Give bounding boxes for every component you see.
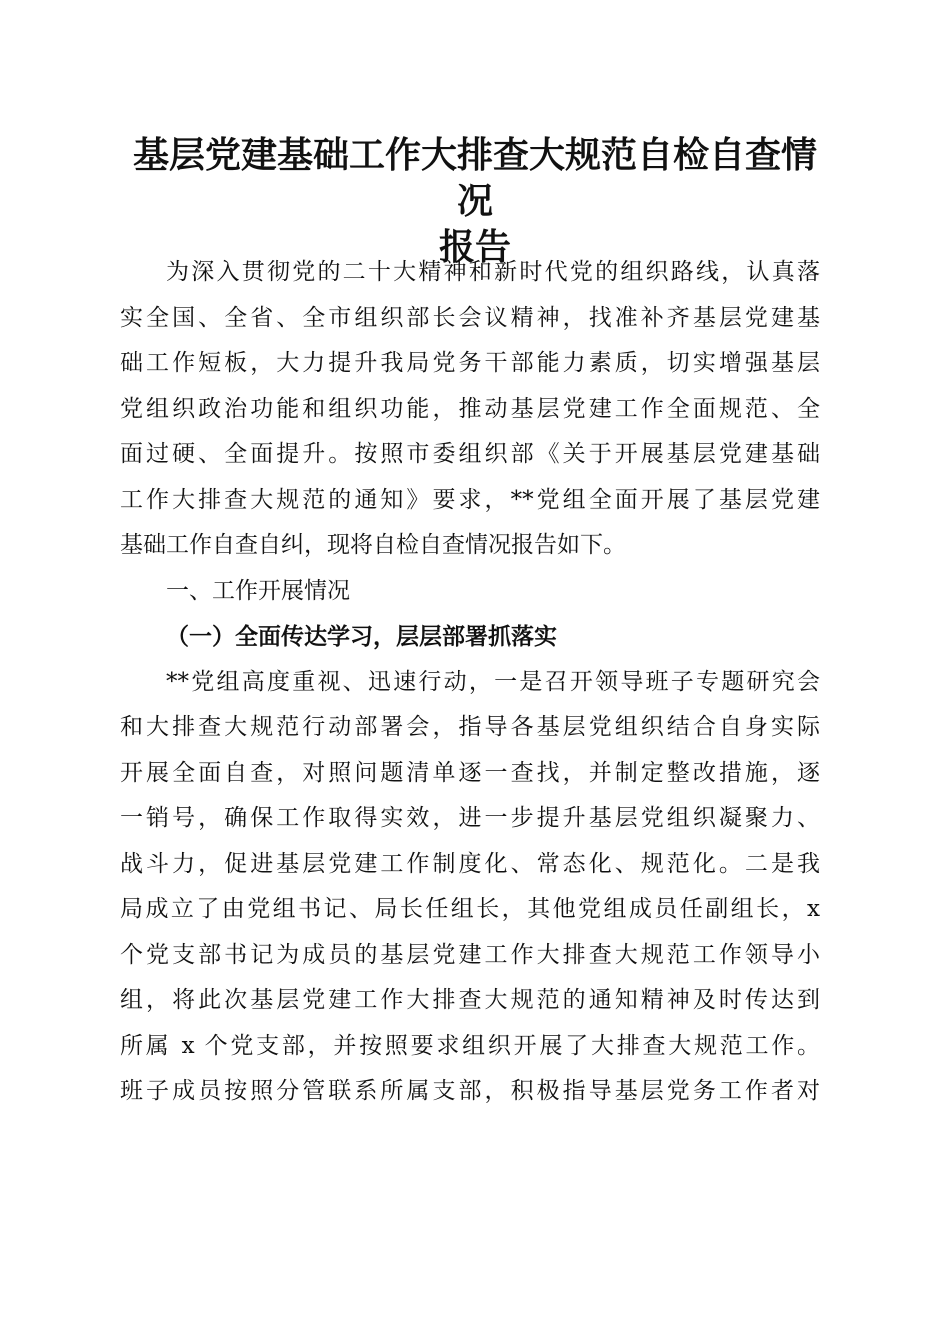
title-line-2: 报告 (438, 226, 511, 268)
intro-paragraph-line: 工作大排查大规范的通知》要求，**党组全面开展了基层党建 (120, 486, 820, 513)
body-paragraph-line: 个党支部书记为成员的基层党建工作大排查大规范工作领导小 (120, 941, 820, 968)
intro-paragraph-line: 基础工作自查自纠，现将自检自查情况报告如下。 (120, 532, 626, 558)
subsection-heading: （一）全面传达学习，层层部署抓落实 (166, 623, 557, 650)
body-paragraph-line: 所属 x 个党支部，并按照要求组织开展了大排查大规范工作。 (120, 1032, 820, 1059)
body-paragraph-line: **党组高度重视、迅速行动，一是召开领导班子专题研究会 (166, 668, 820, 695)
intro-paragraph-line: 党组织政治功能和组织功能，推动基层党建工作全面规范、全 (120, 395, 820, 422)
body-paragraph-line: 开展全面自查，对照问题清单逐一查找，并制定整改措施，逐 (120, 759, 820, 786)
body-paragraph-line: 组，将此次基层党建工作大排查大规范的通知精神及时传达到 (120, 987, 820, 1013)
title-line-1: 基层党建基础工作大排查大规范自检自查情况 (132, 134, 817, 222)
body-paragraph-line: 一销号，确保工作取得实效，进一步提升基层党组织凝聚力、 (120, 805, 820, 831)
body-paragraph-line: 和大排查大规范行动部署会，指导各基层党组织结合自身实际 (120, 714, 820, 740)
intro-paragraph-line: 面过硬、全面提升。按照市委组织部《关于开展基层党建基础 (120, 441, 820, 467)
document-body (120, 250, 820, 1115)
body-paragraph-line: 局成立了由党组书记、局长任组长，其他党组成员任副组长，x (120, 896, 820, 922)
intro-paragraph-line: 为深入贯彻党的二十大精神和新时代党的组织路线，认真落 (166, 259, 820, 285)
section-heading: 一、工作开展情况 (166, 577, 350, 604)
intro-paragraph-line: 实全国、全省、全市组织部长会议精神，找准补齐基层党建基 (120, 304, 820, 331)
intro-paragraph-line: 础工作短板，大力提升我局党务干部能力素质，切实增强基层 (120, 350, 820, 376)
body-paragraph-line: 战斗力，促进基层党建工作制度化、常态化、规范化。二是我 (120, 850, 820, 877)
body-paragraph-line: 班子成员按照分管联系所属支部，积极指导基层党务工作者对 (120, 1078, 820, 1104)
